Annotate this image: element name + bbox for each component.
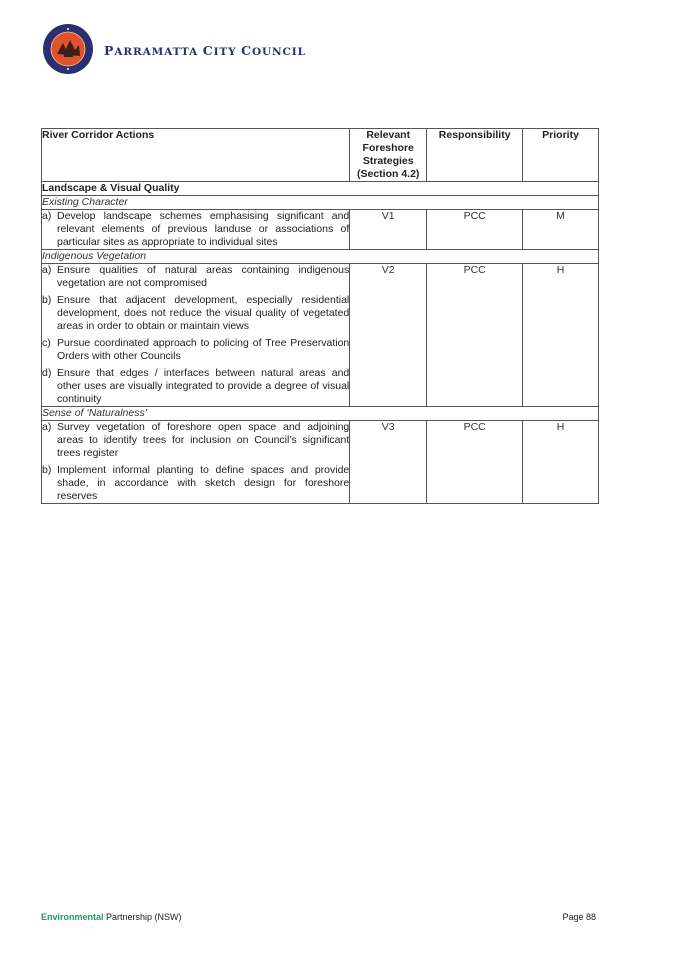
footer-brand: Environmental	[41, 912, 104, 922]
responsibility-cell: PCC	[427, 210, 523, 250]
council-seal-logo	[42, 23, 94, 75]
actions-cell	[42, 264, 350, 407]
river-corridor-actions-table	[41, 128, 599, 504]
action-text: Implement informal planting to define spaces and provide shade, in accordance with sketch design for foreshore reserves	[57, 464, 350, 502]
action-item	[42, 210, 349, 249]
table-row	[42, 421, 599, 504]
subheading-row	[42, 250, 599, 264]
header-priority: Priority	[523, 129, 599, 182]
actions-cell	[42, 421, 350, 504]
footer-org: Partnership (NSW)	[103, 912, 182, 922]
action-letter: b)	[42, 464, 52, 476]
action-item	[42, 464, 349, 503]
priority-cell: H	[523, 421, 599, 504]
action-text: Ensure that adjacent development, especially residential development, does not reduce the visual quality of vegetated areas in order to obtain or maintain views	[57, 294, 350, 332]
action-text: Pursue coordinated approach to policing of Tree Preservation Orders with other Councils	[57, 337, 350, 362]
responsibility-cell: PCC	[427, 421, 523, 504]
subheading: Sense of ‘Naturalness’	[42, 407, 599, 421]
strategy-cell: V3	[350, 421, 427, 504]
section-title: Landscape & Visual Quality	[42, 182, 599, 196]
table-row	[42, 264, 599, 407]
action-letter: a)	[42, 264, 52, 276]
action-item	[42, 264, 349, 290]
page-number: Page 88	[562, 912, 596, 922]
action-text: Ensure that edges / interfaces between natural areas and other uses are visually integrated to provide a degree of visual continuity	[57, 367, 350, 405]
header-strategies: Relevant Foreshore Strategies (Section 4.2)	[350, 129, 427, 182]
priority-cell: H	[523, 264, 599, 407]
section-row	[42, 182, 599, 196]
subheading: Existing Character	[42, 196, 599, 210]
header-actions: River Corridor Actions	[42, 129, 350, 182]
action-letter: a)	[42, 210, 52, 222]
action-item	[42, 367, 349, 406]
footer-organisation	[41, 912, 182, 922]
action-item	[42, 421, 349, 460]
responsibility-cell: PCC	[427, 264, 523, 407]
action-text: Ensure qualities of natural areas containing indigenous vegetation are not compromised	[57, 264, 350, 289]
strategy-cell: V1	[350, 210, 427, 250]
table-row	[42, 210, 599, 250]
header-responsibility: Responsibility	[427, 129, 523, 182]
action-item	[42, 337, 349, 363]
priority-cell: M	[523, 210, 599, 250]
strategy-cell: V2	[350, 264, 427, 407]
council-name: PARRAMATTA CITY COUNCIL	[104, 43, 306, 58]
subheading-row	[42, 407, 599, 421]
action-text: Develop landscape schemes emphasising significant and relevant elements of previous landuse or associations of particular sites as appropriate to individual sites	[57, 210, 350, 248]
action-letter: c)	[42, 337, 51, 349]
action-letter: b)	[42, 294, 52, 306]
subheading-row	[42, 196, 599, 210]
action-letter: a)	[42, 421, 52, 433]
action-item	[42, 294, 349, 333]
action-text: Survey vegetation of foreshore open space and adjoining areas to identify trees for inclusion on Council’s significant trees register	[57, 421, 350, 459]
actions-cell	[42, 210, 350, 250]
subheading: Indigenous Vegetation	[42, 250, 599, 264]
action-letter: d)	[42, 367, 52, 379]
table-header-row	[42, 129, 599, 182]
